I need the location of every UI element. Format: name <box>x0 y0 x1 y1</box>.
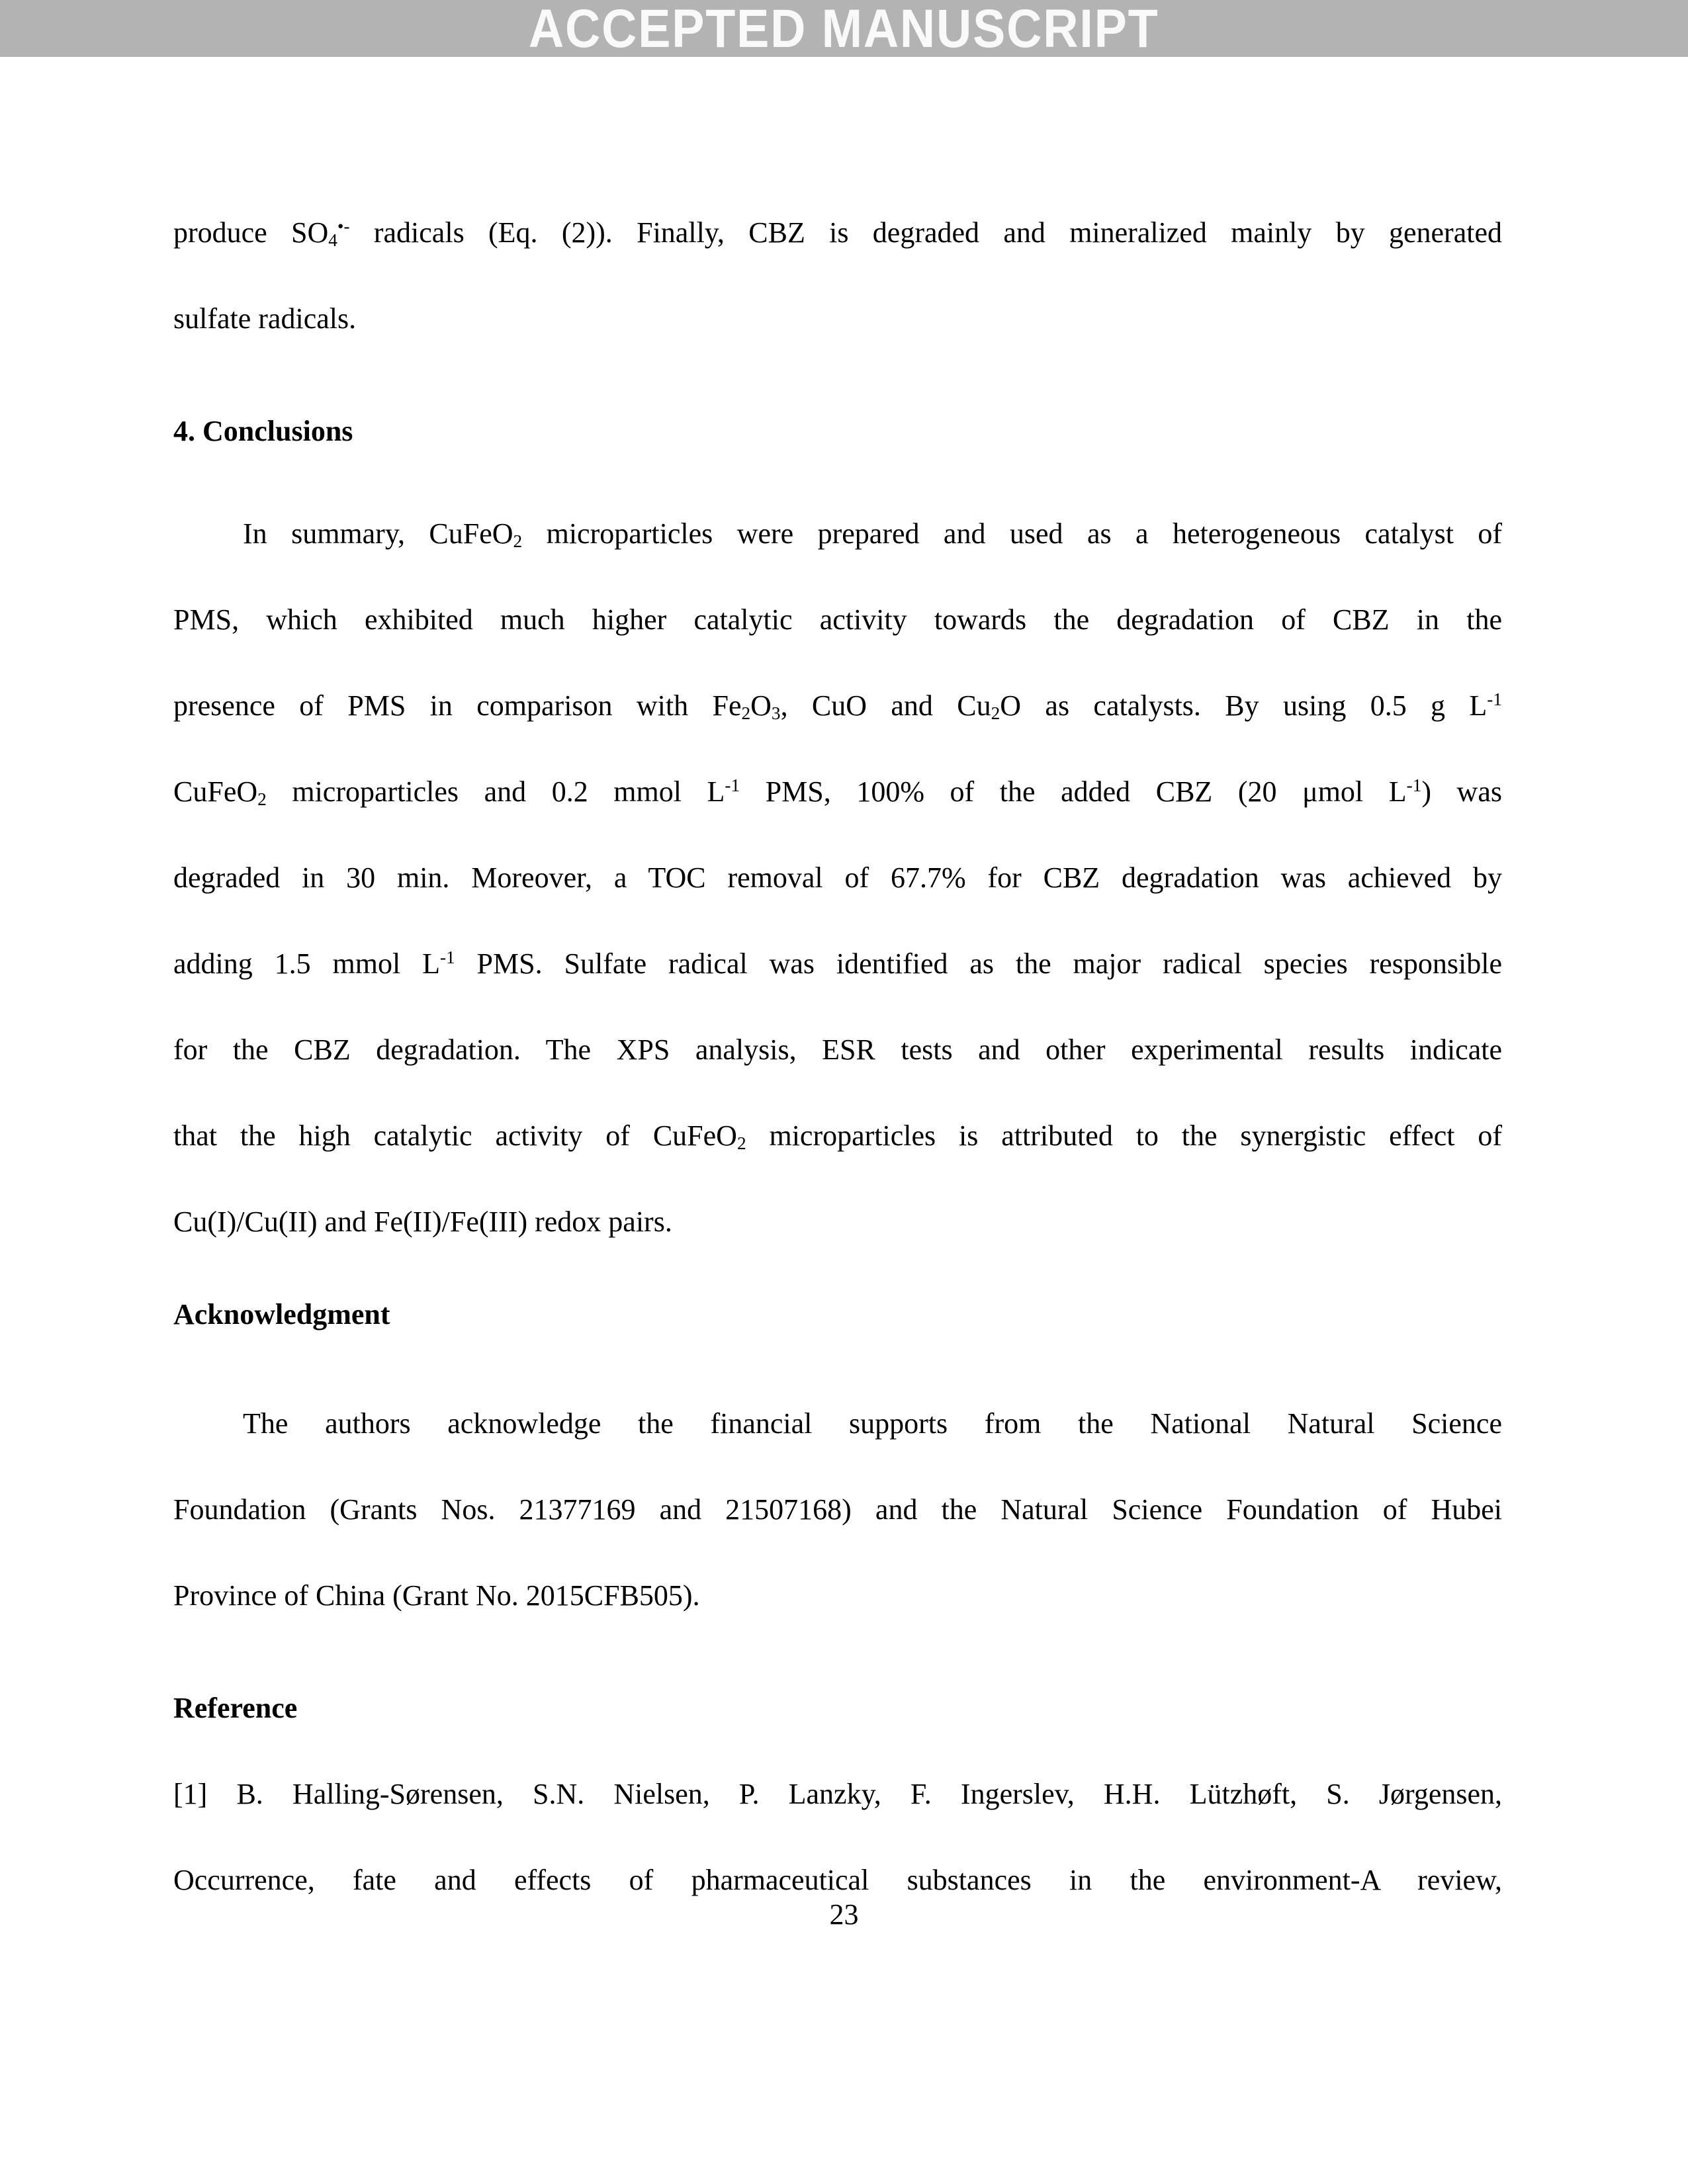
body-line <box>173 276 1502 362</box>
body-line <box>173 663 1502 749</box>
body-line <box>173 1467 1502 1553</box>
text-segment: In summary, CuFeO <box>243 517 513 550</box>
text-segment: produce SO <box>173 216 329 249</box>
text-segment: that the high catalytic activity of CuFeO <box>173 1119 737 1152</box>
text-segment: 4. Conclusions <box>173 415 353 447</box>
body-line <box>173 1553 1502 1639</box>
text-segment-sub: 2 <box>513 531 523 551</box>
text-segment: adding 1.5 mmol L <box>173 947 440 980</box>
text-segment: CuFeO <box>173 775 258 808</box>
text-segment: Acknowledgment <box>173 1298 390 1331</box>
text-segment-sub: 2 <box>741 703 751 723</box>
text-segment-sub: 4 <box>328 230 337 250</box>
body-line <box>173 921 1502 1007</box>
body-line <box>173 190 1502 276</box>
text-segment-sup: -1 <box>439 947 455 967</box>
body-line <box>173 577 1502 663</box>
body-line <box>173 1751 1502 1837</box>
document-content <box>173 190 1502 1923</box>
text-segment: presence of PMS in comparison with Fe <box>173 689 742 722</box>
text-segment: PMS. Sulfate radical was identified as the major radical species responsible <box>455 947 1502 980</box>
body-line <box>173 749 1502 835</box>
section-heading <box>173 1665 1502 1751</box>
text-segment: , CuO and Cu <box>780 689 991 722</box>
text-segment: degraded in 30 min. Moreover, a TOC removal of 67.7% for CBZ degradation was achieved by <box>173 861 1502 894</box>
text-segment: Cu(I)/Cu(II) and Fe(II)/Fe(III) redox pairs. <box>173 1205 672 1238</box>
text-segment: PMS, 100% of the added CBZ (20 μmol L <box>740 775 1407 808</box>
text-segment: for the CBZ degradation. The XPS analysis, ESR tests and other experimental results indicate <box>173 1033 1502 1066</box>
text-segment-sub: 2 <box>257 789 267 809</box>
text-segment: Foundation (Grants Nos. 21377169 and 21507168) and the Natural Science Foundation of Hubei <box>173 1493 1502 1526</box>
accepted-manuscript-banner-text: ACCEPTED MANUSCRIPT <box>529 0 1159 57</box>
section-heading <box>173 388 1502 474</box>
body-line <box>173 1007 1502 1093</box>
text-segment: microparticles were prepared and used as a heterogeneous catalyst of <box>522 517 1502 550</box>
body-line <box>173 835 1502 921</box>
section-heading <box>173 1272 1502 1358</box>
text-segment: microparticles is attributed to the synergistic effect of <box>746 1119 1502 1152</box>
text-segment-sup: -1 <box>1406 775 1422 795</box>
body-line <box>173 491 1502 577</box>
page-number: 23 <box>829 1898 859 1931</box>
text-segment-sup: -1 <box>725 775 740 795</box>
text-segment-sup: -1 <box>1487 689 1502 709</box>
text-segment-sub: 3 <box>771 703 781 723</box>
text-segment-sub: 2 <box>736 1133 746 1153</box>
text-segment-sub: 2 <box>991 703 1000 723</box>
text-segment: Occurrence, fate and effects of pharmaceutical substances in the environment-A review, <box>173 1864 1502 1896</box>
text-segment: PMS, which exhibited much higher catalytic activity towards the degradation of CBZ in the <box>173 603 1502 636</box>
text-segment: radicals (Eq. (2)). Finally, CBZ is degraded and mineralized mainly by generated <box>349 216 1502 249</box>
body-line <box>173 1179 1502 1265</box>
body-line <box>173 1381 1502 1467</box>
text-segment: sulfate radicals. <box>173 302 357 335</box>
body-line <box>173 1093 1502 1179</box>
text-segment: O as catalysts. By using 0.5 g L <box>1000 689 1488 722</box>
text-segment: Reference <box>173 1692 298 1724</box>
accepted-manuscript-banner <box>0 0 1688 57</box>
text-segment: The authors acknowledge the financial supports from the National Natural Science <box>243 1407 1502 1440</box>
text-segment: ) was <box>1421 775 1502 808</box>
text-segment: O <box>750 689 772 722</box>
text-segment-sup: •- <box>337 216 350 236</box>
text-segment: microparticles and 0.2 mmol L <box>266 775 725 808</box>
text-segment: Province of China (Grant No. 2015CFB505). <box>173 1579 700 1612</box>
text-segment: [1] B. Halling-Sørensen, S.N. Nielsen, P. Lanzky, F. Ingerslev, H.H. Lützhøft, S. Jørgensen, <box>173 1778 1502 1810</box>
